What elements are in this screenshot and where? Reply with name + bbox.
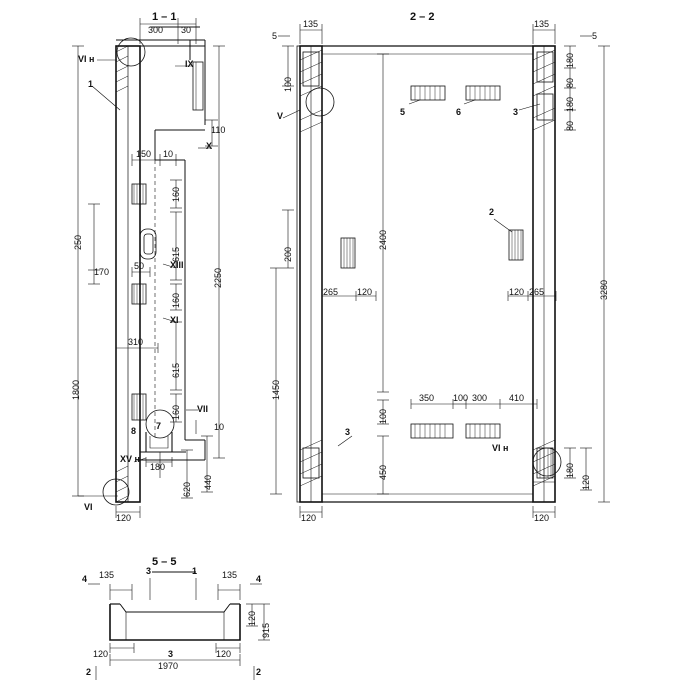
dim-5-5-120-v: 120 [247,610,257,626]
mark-5-5-3: 3 [146,566,152,576]
callout-vi-n: VI н [78,54,95,64]
view-title-5-5: 5 – 5 [152,556,177,568]
dim-1-1-615b: 615 [171,362,181,378]
dim-1-1-160a: 160 [171,186,181,202]
callout-1: 1 [88,79,94,89]
dim-2-2-265-right: 265 [529,287,545,297]
dim-1-1-10b: 10 [214,422,225,432]
dim-5-5-135-right: 135 [222,570,238,580]
mark-5-5-2-right: 2 [256,667,262,677]
view-title-2-2: 2 – 2 [410,11,435,23]
mark-5-5-4-left: 4 [82,574,88,584]
dim-1-1-120: 120 [116,513,132,523]
view-title-1-1: 1 – 1 [152,11,177,23]
dim-2-2-410: 410 [509,393,525,403]
dim-2-2-80b: 80 [565,120,575,131]
dim-2-2-80a: 80 [565,77,575,88]
dim-2-2-2400: 2400 [378,229,388,250]
dim-1-1-160b: 160 [171,292,181,308]
callout-vi-n-2: VI н [492,443,509,453]
dim-2-2-180b: 180 [565,96,575,112]
dim-1-1-615a: 615 [171,246,181,262]
dim-1-1-440: 440 [203,474,213,490]
callout-x: X [206,141,213,151]
dim-1-1-250: 250 [73,234,83,250]
dim-2-2-135-right: 135 [534,19,550,29]
mark-2-2-5-left: 5 [272,31,278,41]
callout-vii: VII [197,404,209,414]
dim-2-2-265-left: 265 [323,287,339,297]
dim-1-1-180: 180 [150,462,166,472]
dim-1-1-310: 310 [128,337,144,347]
dim-1-1-2250: 2250 [213,267,223,288]
callout-v: V [277,111,284,121]
dim-2-2-180c: 180 [565,462,575,478]
dim-2-2-135-left: 135 [303,19,319,29]
dim-5-5-120-left: 120 [93,649,109,659]
mark-5-5-3-bottom: 3 [168,649,174,659]
dim-2-2-450: 450 [378,464,388,480]
dim-2-2-3280: 3280 [599,279,609,300]
dim-2-2-120c: 120 [581,474,591,490]
dim-2-2-300: 300 [472,393,488,403]
dim-5-5-915: 915 [261,622,271,638]
dim-2-2-100-top: 100 [283,76,293,92]
item-5-top: 5 [400,107,406,117]
item-6-top: 6 [456,107,462,117]
callout-xi: XI [170,315,179,325]
callout-xiii: XIII [170,260,184,270]
dim-2-2-100: 100 [453,393,469,403]
callout-7: 7 [156,421,162,431]
dim-2-2-120-left: 120 [357,287,373,297]
dim-2-2-120-bl: 120 [301,513,317,523]
dim-2-2-200: 200 [283,246,293,262]
dim-1-1-30: 30 [181,25,192,35]
dim-1-1-300: 300 [148,25,164,35]
dim-2-2-100-bottom: 100 [378,408,388,424]
callout-vi: VI [84,502,93,512]
dim-2-2-120-br: 120 [534,513,550,523]
dim-2-2-180a: 180 [565,52,575,68]
dim-1-1-110: 110 [211,125,226,135]
callout-ix: IX [185,59,194,69]
item-2: 2 [489,207,495,217]
dim-1-1-10a: 10 [163,149,174,159]
item-3-bottom: 3 [345,427,351,437]
dim-5-5-1970: 1970 [158,661,179,671]
dim-1-1-1800: 1800 [71,379,81,400]
mark-5-5-2-left: 2 [86,667,92,677]
callout-xv-n: XV н [120,454,140,464]
dim-1-1-620: 620 [182,481,192,497]
mark-5-5-1: 1 [192,566,198,576]
dim-2-2-120-right: 120 [509,287,525,297]
mark-5-5-4-right: 4 [256,574,262,584]
dim-1-1-150: 150 [136,149,152,159]
dim-5-5-120-right: 120 [216,649,232,659]
callout-8: 8 [131,426,137,436]
mark-2-2-5-right: 5 [592,31,598,41]
dim-2-2-350: 350 [419,393,435,403]
dim-1-1-160c: 160 [171,404,181,420]
dim-5-5-135-left: 135 [99,570,115,580]
dim-1-1-50: 50 [134,261,145,271]
dim-2-2-1450: 1450 [271,379,281,400]
item-3-top: 3 [513,107,519,117]
dim-1-1-170: 170 [94,267,110,277]
